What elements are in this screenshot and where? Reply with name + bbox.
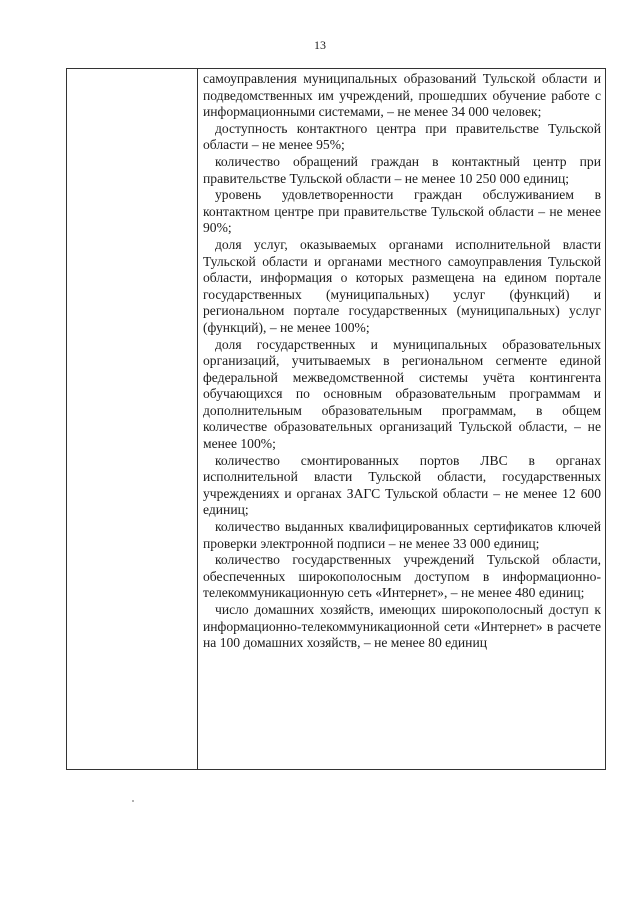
table-cell-right <box>203 71 601 652</box>
indicator-paragraph: доля услуг, оказываемых органами исполнительной власти Тульской области и органами местного самоуправления Тульской области, информация о которых размещена на едином портале государственных (муниципальных) услуг (функций) и региональном портале государственных (муниципальных) услуг (функций), – не менее 100%; <box>203 236 601 335</box>
indicator-paragraph: доля государственных и муниципальных образовательных организаций, учитываемых в региональном сегменте единой федеральной межведомственной системы учёта контингента обучающихся по основным образовательным программам и дополнительным образовательным программам, в общем количестве образовательных организаций Тульской области, – не менее 100%; <box>203 336 601 452</box>
indicator-paragraph: самоуправления муниципальных образований Тульской области и подведомственных им учреждений, прошедших обучение работе с информационными системами, – не менее 34 000 человек; <box>203 71 601 120</box>
indicator-paragraph: уровень удовлетворенности граждан обслуживанием в контактном центре при правительстве Тульской области – не менее 90%; <box>203 187 601 236</box>
indicator-paragraph: доступность контактного центра при правительстве Тульской области – не менее 95%; <box>203 120 601 153</box>
indicator-paragraph: количество смонтированных портов ЛВС в органах исполнительной власти Тульской области, государственных учреждениях и органах ЗАГС Тульской области – не менее 12 600 единиц; <box>203 452 601 518</box>
indicator-paragraph: число домашних хозяйств, имеющих широкополосный доступ к информационно-телекоммуникационной сети «Интернет» в расчете на 100 домашних хозяйств, – не менее 80 единиц <box>203 602 601 651</box>
indicator-paragraph: количество обращений граждан в контактный центр при правительстве Тульской области – не менее 10 250 000 единиц; <box>203 153 601 186</box>
table-cell-left <box>67 69 197 769</box>
column-divider <box>197 69 198 769</box>
page-number: 13 <box>314 38 326 52</box>
indicator-paragraph: количество государственных учреждений Тульской области, обеспеченных широкополосным доступом в информационно-телекоммуникационную сеть «Интернет», – не менее 480 единиц; <box>203 552 601 601</box>
indicator-table <box>66 68 606 770</box>
indicator-paragraph: количество выданных квалифицированных сертификатов ключей проверки электронной подписи – не менее 33 000 единиц; <box>203 519 601 551</box>
scan-speck <box>132 800 134 802</box>
